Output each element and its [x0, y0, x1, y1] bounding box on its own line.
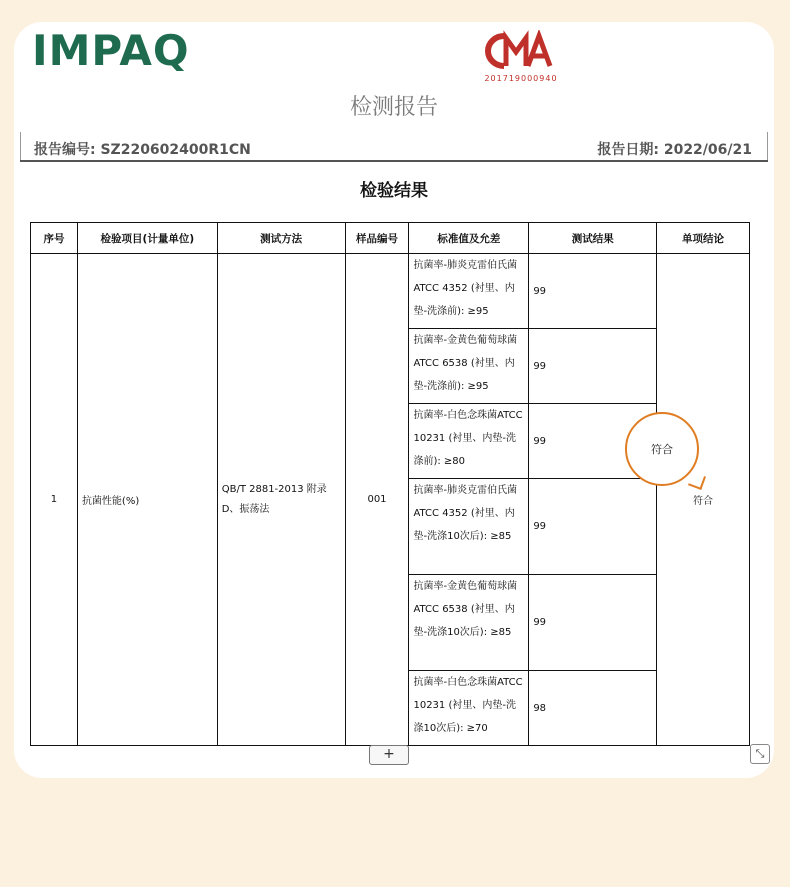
serial-cell: 1	[31, 254, 78, 746]
report-info-bar	[20, 132, 768, 162]
header-method: 测试方法	[217, 223, 345, 254]
cma-seal	[476, 30, 566, 83]
result-cell: 99	[529, 254, 657, 329]
header-standard: 标准值及允差	[409, 223, 529, 254]
result-cell: 99	[529, 479, 657, 575]
cma-number: 201719000940	[484, 74, 558, 83]
standard-cell: 抗菌率-金黄色葡萄球菌ATCC 6538 (衬里、内垫-洗涤前): ≥95	[409, 329, 529, 404]
results-table	[30, 222, 750, 746]
header-serial: 序号	[31, 223, 78, 254]
table-row	[31, 254, 750, 329]
sample-cell: 001	[345, 254, 409, 746]
conclusion-callout	[625, 412, 699, 486]
callout-text: 符合	[651, 443, 673, 456]
header-result: 测试结果	[529, 223, 657, 254]
item-cell: 抗菌性能(%)	[77, 254, 217, 746]
header-sample: 样品编号	[345, 223, 409, 254]
report-card	[14, 22, 774, 778]
standard-cell: 抗菌率-肺炎克雷伯氏菌ATCC 4352 (衬里、内垫-洗涤前): ≥95	[409, 254, 529, 329]
cma-mark-icon	[482, 30, 554, 72]
document-title: 检测报告	[349, 95, 438, 120]
result-cell: 98	[529, 671, 657, 746]
result-cell: 99	[529, 575, 657, 671]
standard-cell: 抗菌率-白色念珠菌ATCC 10231 (衬里、内垫-洗涤前): ≥80	[409, 404, 529, 479]
standard-cell: 抗菌率-肺炎克雷伯氏菌ATCC 4352 (衬里、内垫-洗涤10次后): ≥85	[409, 479, 529, 575]
report-number: 报告编号: SZ220602400R1CN	[34, 142, 251, 158]
result-cell: 99	[529, 329, 657, 404]
method-cell: QB/T 2881-2013 附录D、振荡法	[217, 254, 345, 746]
expand-icon[interactable]: ⤡	[750, 744, 770, 764]
report-date: 报告日期: 2022/06/21	[597, 142, 752, 158]
conclusion-cell: 符合	[657, 254, 750, 746]
table-header-row	[31, 223, 750, 254]
header-item: 检验项目(计量单位)	[77, 223, 217, 254]
section-title: 检验结果	[360, 181, 428, 201]
add-button[interactable]: +	[369, 745, 409, 765]
result-cell: 99	[529, 404, 657, 479]
standard-cell: 抗菌率-金黄色葡萄球菌ATCC 6538 (衬里、内垫-洗涤10次后): ≥85	[409, 575, 529, 671]
impaq-logo: IMPAQ	[32, 26, 190, 75]
standard-cell: 抗菌率-白色念珠菌ATCC 10231 (衬里、内垫-洗涤10次后): ≥70	[409, 671, 529, 746]
header-conclusion: 单项结论	[657, 223, 750, 254]
